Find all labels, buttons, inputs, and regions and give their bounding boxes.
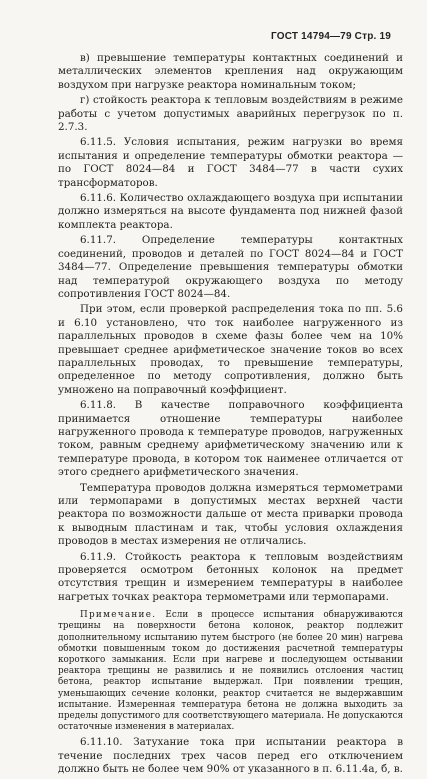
paragraph-correction-condition: При этом, если проверкой распределения тока по пп. 5.6 и 6.10 установлено, что ток наиболее нагруженного из параллельных проводов в схеме фазы более чем на 10% превышает среднее арифметическое значение токов во всех параллельных проводах, то превышение температуры, определенное по методу сопротивления, должно быть умножено на поправочный коэффициент. [58,303,403,396]
note-text-2: Измеренная температура бетона не должна выходить за пределы допустимого для соответствующего материала. Не допускаются остаточные изменения в материалах. [58,699,403,733]
note [58,610,403,733]
paragraph-item-g: г) стойкость реактора к тепловым воздействиям в режиме работы с учетом допустимых аварийных перегрузок по п. 2.7.3. [58,94,403,134]
paragraph-6-11-6: 6.11.6. Количество охлаждающего воздуха при испытании должно измеряться на высоте фундамента под нижней фазой комплекта реактора. [58,192,403,231]
paragraph-6-11-10: 6.11.10. Затухание тока при испытании реактора в течение последних трех часов перед его отключением должно быть не более чем 90% от указанного в п. 6.11.4а, б, в. [58,736,403,776]
paragraph-6-11-5: 6.11.5. Условия испытания, режим нагрузки во время испытания и определение температуры обмотки реактора — по ГОСТ 8024—84 и ГОСТ 3484—77 в части сухих трансформаторов. [58,136,403,189]
note-text: Если в процессе испытания обнаруживаются трещины на поверхности бетона колонок, реактор подлежит дополнительному испытанию путем быстрого (не более 20 мин) нагрева обмотки повышенным током до достижения расчетной температуры короткого замыкания. Если при нагреве и последующем остывании реактора трещины не развились и не появились отслоения частиц бетона, реактор испытание выдержал. При появлении трещин, уменьшающих сечение колонки, реактор считается не выдержавшим испытание. [58,610,404,710]
paragraph-6-11-7: 6.11.7. Определение температуры контактных соединений, проводов и деталей по ГОСТ 8024—84 и ГОСТ 3484—77. Определение превышения температуры обмотки над температурой окружающего воздуха по методу сопротивления ГОСТ 8024—84. [58,234,403,300]
document-body [58,52,403,779]
paragraph-item-v: в) превышение температуры контактных соединений и металлических элементов крепления над окружающим воздухом при нагрузке реактора номинальным током; [58,52,403,91]
paragraph-6-11-9: 6.11.9. Стойкость реактора к тепловым воздействиям проверяется осмотром бетонных колонок на предмет отсутствия трещин и измерением температуры в наиболее нагретых точках реактора термометрами или термопарами. [58,550,403,603]
paragraph-6-11-8: 6.11.8. В качестве поправочного коэффициента принимается отношение температуры наиболее нагруженного провода к температуре проводов, нагруженных током, равным среднему арифметическому значению или к температуре провода, в котором ток наименее отличается от этого среднего арифметического значения. [58,399,403,479]
paragraph-temperature-measurement: Температура проводов должна измеряться термометрами или термопарами в допустимых местах верхней части реактора по возможности дальше от места приварки провода к выводным пластинам и так, чтобы условия охлаждения проводов в местах измерения не отличались. [58,481,403,548]
note-label: Примечание. [80,610,157,621]
page-header: ГОСТ 14794—79 Стр. 19 [271,31,391,42]
